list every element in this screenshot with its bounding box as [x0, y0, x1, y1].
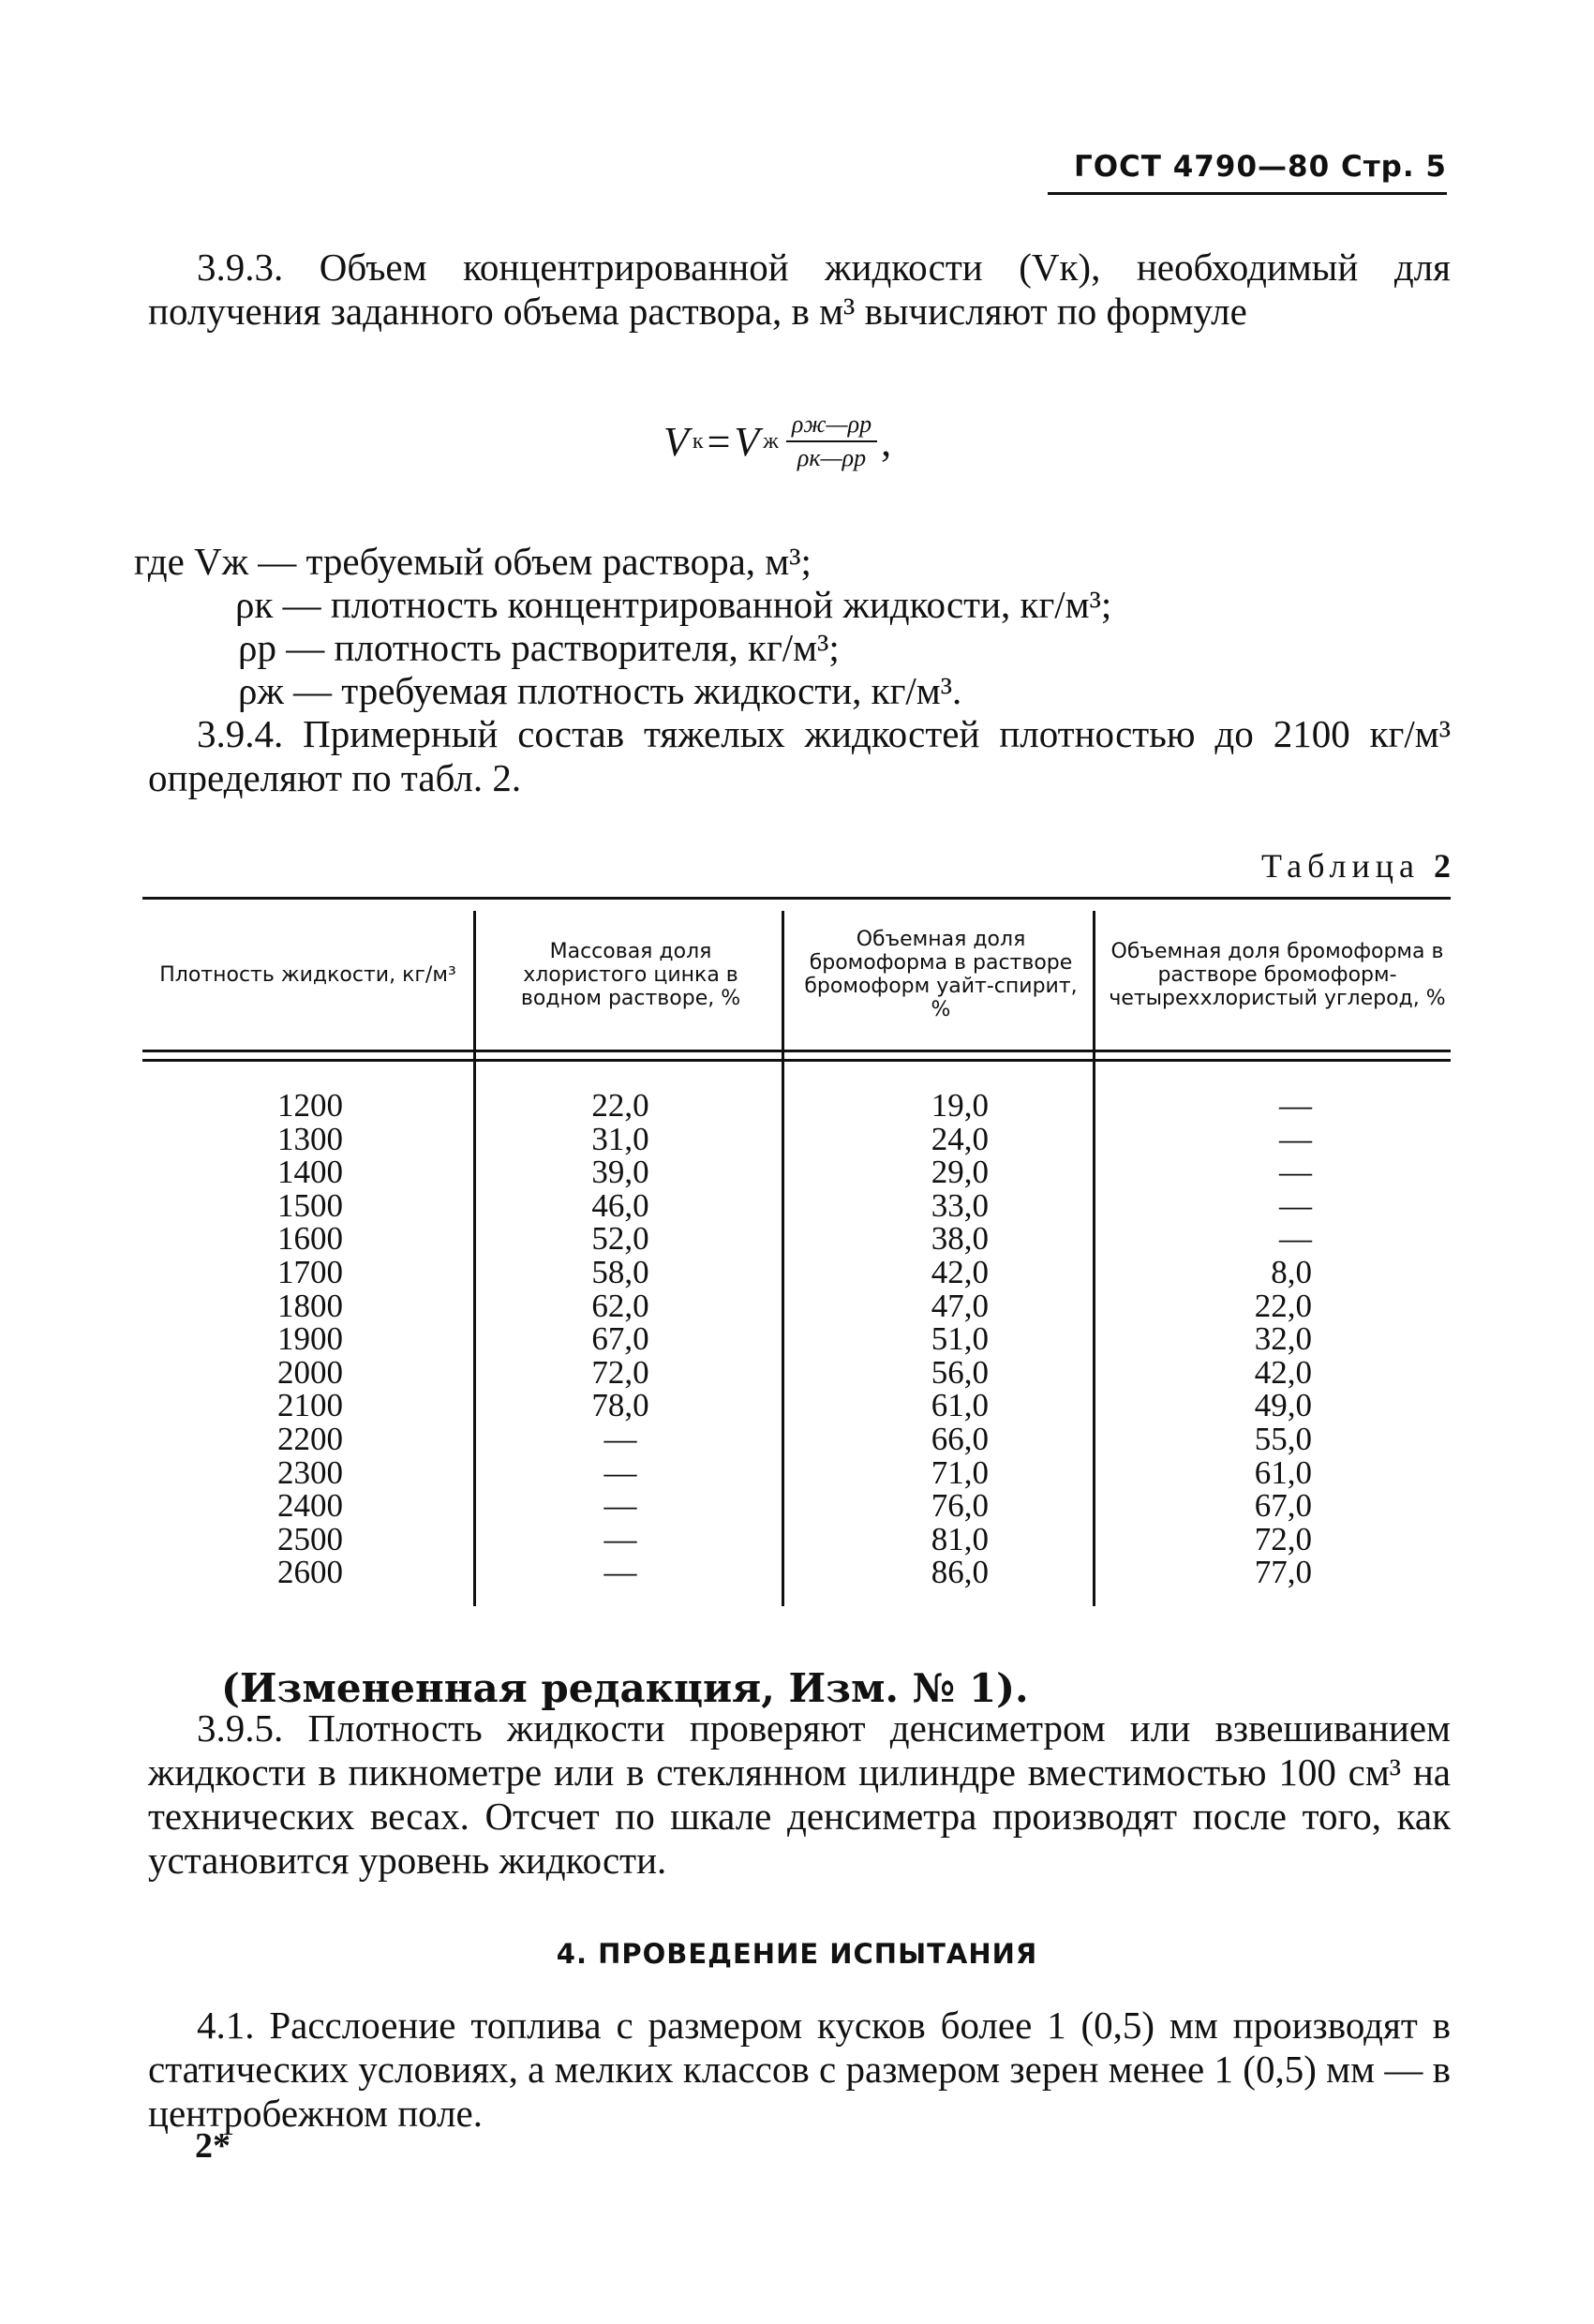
table-cell: 72,0 — [1254, 1520, 1312, 1557]
table-cell: 46,0 — [591, 1186, 649, 1224]
table-cell: 22,0 — [1254, 1287, 1312, 1324]
formula-rhs-sub: ж — [763, 428, 779, 454]
table-cell: 51,0 — [931, 1320, 989, 1358]
table-cell: 2000 — [277, 1353, 343, 1391]
table-cell: — — [1279, 1120, 1312, 1157]
table-cell: 71,0 — [931, 1453, 989, 1491]
formula-equals: = — [707, 418, 731, 465]
table-cell: 33,0 — [931, 1186, 989, 1224]
table-cell: 38,0 — [931, 1220, 989, 1258]
table-cell: — — [603, 1487, 637, 1525]
table-cell: — — [603, 1420, 637, 1457]
table-cell: 61,0 — [931, 1387, 989, 1424]
table-cell: 32,0 — [1254, 1320, 1312, 1358]
table-cell: 42,0 — [931, 1253, 989, 1290]
table-cell: — — [1279, 1087, 1312, 1124]
table-cell: 66,0 — [931, 1420, 989, 1457]
table-cell: 55,0 — [1254, 1420, 1312, 1457]
table-cell: 1200 — [277, 1087, 343, 1124]
table-cell: 39,0 — [591, 1154, 649, 1191]
table-cell: 29,0 — [931, 1154, 989, 1191]
table-column-bromoform-white-spirit — [895, 1089, 989, 1589]
table-cell: 22,0 — [591, 1087, 649, 1124]
table-caption-word: Таблица — [1261, 847, 1420, 885]
table-cell: 61,0 — [1254, 1453, 1312, 1491]
definition-line: ρк — плотность концентрированной жидкости, кг/м³; — [235, 583, 1112, 626]
table-cell: — — [1279, 1154, 1312, 1191]
table-cell: 56,0 — [931, 1353, 989, 1391]
header-rule — [1048, 192, 1447, 195]
table-cell: — — [603, 1554, 637, 1591]
table-header-bromoform-white-spirit: Объемная доля бромоформа в растворе бромоформ уайт-спирит, % — [804, 928, 1078, 1021]
table-cell: 2500 — [277, 1520, 343, 1557]
table-column-divider — [473, 911, 476, 1606]
table-top-rule — [142, 897, 1451, 900]
table-cell: 86,0 — [931, 1554, 989, 1591]
table-cell: 52,0 — [591, 1220, 649, 1258]
table-column-bromoform-ccl4 — [1209, 1089, 1312, 1589]
definition-line: ρр — плотность растворителя, кг/м³; — [238, 626, 840, 669]
table-cell: 72,0 — [591, 1353, 649, 1391]
page-signature-mark: 2* — [195, 2126, 231, 2166]
definition-line: ρж — требуемая плотность жидкости, кг/м³. — [238, 669, 962, 712]
paragraph-3-9-3 — [148, 246, 1451, 334]
table-cell: 78,0 — [591, 1387, 649, 1424]
paragraph-4-1 — [148, 2004, 1451, 2136]
table-caption — [1261, 846, 1451, 886]
paragraph-4-1-text: 4.1. Расслоение топлива с размером кусков более 1 (0,5) мм производят в статических условиях, а мелких классов с размером зерен менее 1 (0,5) мм — в центробежном поле. — [148, 2004, 1451, 2135]
table-cell: 2100 — [277, 1387, 343, 1424]
formula-tail: , — [881, 418, 892, 465]
table-header-rule — [142, 1059, 1451, 1062]
paragraph-3-9-3-text: 3.9.3. Объем концентрированной жидкости (Vк), необходимый для получения заданного объема раствора, в м³ вычисляют по формуле — [148, 246, 1451, 333]
formula-fraction — [786, 410, 877, 472]
table-cell: 76,0 — [931, 1487, 989, 1525]
formula-numerator: ρж—ρр — [786, 410, 877, 442]
formula-lhs-var: V — [663, 418, 689, 465]
table-cell: 2600 — [277, 1554, 343, 1591]
table-cell: — — [603, 1453, 637, 1491]
paragraph-3-9-4 — [148, 712, 1451, 800]
table-column-divider — [782, 911, 784, 1606]
table-cell: 49,0 — [1254, 1387, 1312, 1424]
table-cell: 58,0 — [591, 1253, 649, 1290]
table-cell: 24,0 — [931, 1120, 989, 1157]
table-cell: 2400 — [277, 1487, 343, 1525]
table-header-zinc-chloride: Массовая доля хлористого цинка в водном растворе, % — [520, 939, 741, 1010]
formula — [663, 410, 891, 472]
table-cell: 67,0 — [591, 1320, 649, 1358]
edit-note: (Измененная редакция, Изм. № 1). — [221, 1665, 1029, 1711]
section-heading: 4. ПРОВЕДЕНИЕ ИСПЫТАНИЯ — [556, 1938, 1038, 1970]
table-cell: 2200 — [277, 1420, 343, 1457]
running-header: ГОСТ 4790—80 Стр. 5 — [1073, 150, 1447, 184]
table-column-density — [277, 1089, 352, 1589]
formula-lhs-sub: к — [692, 428, 704, 454]
table-header-density: Плотность жидкости, кг/м³ — [159, 962, 456, 987]
table-cell: 1800 — [277, 1287, 343, 1324]
table-cell: 31,0 — [591, 1120, 649, 1157]
table-header-rule — [142, 1050, 1451, 1052]
table-cell: 1400 — [277, 1154, 343, 1191]
definition-line: где Vж — требуемый объем раствора, м³; — [134, 540, 812, 583]
table-cell: 62,0 — [591, 1287, 649, 1324]
table-header-bromoform-ccl4: Объемная доля бромоформа в растворе бромоформ-четыреххлористый углерод, % — [1109, 939, 1446, 1010]
table-cell: 77,0 — [1254, 1554, 1312, 1591]
table-cell: 2300 — [277, 1453, 343, 1491]
table-cell: 1900 — [277, 1320, 343, 1358]
table-column-zinc-chloride — [574, 1089, 667, 1589]
table-cell: 1600 — [277, 1220, 343, 1258]
formula-rhs-var: V — [734, 418, 760, 465]
table-column-divider — [1093, 911, 1095, 1606]
table-cell: — — [1279, 1220, 1312, 1258]
table-cell: 1700 — [277, 1253, 343, 1290]
paragraph-3-9-5-text: 3.9.5. Плотность жидкости проверяют денсиметром или взвешиванием жидкости в пикнометре или в стеклянном цилиндре вместимостью 100 см³ на технических весах. Отсчет по шкале денсиметра производят после того, как установится уровень жидкости. — [148, 1706, 1451, 1882]
table-cell: 1500 — [277, 1186, 343, 1224]
table-cell: 19,0 — [931, 1087, 989, 1124]
formula-denominator: ρк—ρр — [797, 444, 867, 471]
table-cell: 67,0 — [1254, 1487, 1312, 1525]
table-caption-number: 2 — [1434, 847, 1451, 885]
table-cell: — — [603, 1520, 637, 1557]
table-cell: 1300 — [277, 1120, 343, 1157]
paragraph-3-9-5 — [148, 1706, 1451, 1883]
paragraph-3-9-4-text: 3.9.4. Примерный состав тяжелых жидкостей плотностью до 2100 кг/м³ определяют по табл. 2. — [148, 712, 1451, 799]
table-cell: 81,0 — [931, 1520, 989, 1557]
table-cell: 42,0 — [1254, 1353, 1312, 1391]
table-cell: 8,0 — [1271, 1253, 1312, 1290]
table-cell: 47,0 — [931, 1287, 989, 1324]
table-cell: — — [1279, 1186, 1312, 1224]
